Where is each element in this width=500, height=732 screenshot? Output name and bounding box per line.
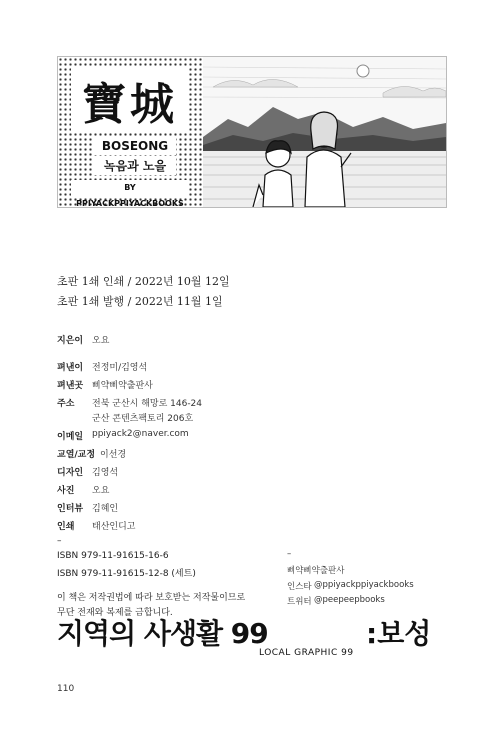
credit-label: 디자인: [57, 468, 84, 478]
credit-label: 펴낸이: [57, 363, 84, 373]
banner-title-panel: [58, 57, 203, 207]
copyright-notice-2: 무단 전재와 복제를 금합니다.: [57, 608, 173, 618]
credit-label: 교열/교정: [57, 450, 96, 460]
credit-value: 이선경: [100, 450, 127, 460]
print-dates: [57, 272, 230, 312]
print-date-1: 초판 1쇄 인쇄 / 2022년 10월 12일: [57, 275, 230, 288]
credit-label: 인터뷰: [57, 504, 84, 514]
credit-label: 이메일: [57, 432, 84, 442]
isbn-1: ISBN 979-11-91615-16-6: [57, 551, 169, 561]
print-date-2: 초판 1쇄 발행 / 2022년 11월 1일: [57, 295, 223, 308]
credit-value: 삐약삐약출판사: [92, 381, 153, 391]
credit-label: 지은이: [57, 336, 84, 346]
dash-separator: –: [57, 536, 62, 546]
credit-label: 사진: [57, 486, 75, 496]
credit-value: ppiyack2@naver.com: [92, 429, 189, 439]
contact-dash: –: [287, 549, 292, 559]
contact-insta-value: @ppiyackppiyackbooks: [314, 580, 414, 590]
banner-byline: BY PPIYACKPPIYACKBOOKS: [71, 180, 189, 196]
hanja-title-box: [71, 67, 189, 133]
credit-label: 펴낸곳: [57, 381, 84, 391]
romanized-title: BOSEONG: [94, 137, 176, 155]
region-title: :보성: [366, 617, 432, 650]
series-title: 지역의 사생활 99: [57, 617, 268, 650]
contact-twitter-label: 트위터: [287, 597, 312, 607]
credit-label: 인쇄: [57, 522, 75, 532]
credit-label: 주소: [57, 399, 75, 409]
credit-value: 전북 군산시 해망로 146-24: [92, 399, 203, 409]
series-subtitle: LOCAL GRAPHIC 99: [259, 648, 354, 658]
credit-value: 태산인디고: [92, 522, 136, 532]
credit-value: 김혜인: [92, 504, 119, 514]
cover-banner: [57, 56, 447, 208]
contact-publisher-name: 삐약삐약출판사: [287, 566, 345, 576]
credit-value: 오요: [92, 486, 110, 496]
contact-insta-label: 인스타: [287, 582, 312, 592]
credit-value: 군산 콘텐츠팩토리 206호: [92, 414, 194, 424]
hanja-title: 寶城: [82, 79, 178, 130]
page-number: 110: [57, 684, 75, 694]
credit-value: 오요: [92, 336, 110, 346]
credit-value: 전정미/김영석: [92, 363, 148, 373]
isbn-2: ISBN 979-11-91615-12-8 (세트): [57, 569, 196, 579]
banner-subtitle: 녹음과 노을: [94, 157, 176, 175]
copyright-notice-1: 이 책은 저작권법에 따라 보호받는 저작물이므로: [57, 593, 246, 603]
credit-value: 김영석: [92, 468, 119, 478]
contact-twitter-value: @peepeepbooks: [314, 595, 385, 605]
illustration-image: [203, 57, 446, 207]
